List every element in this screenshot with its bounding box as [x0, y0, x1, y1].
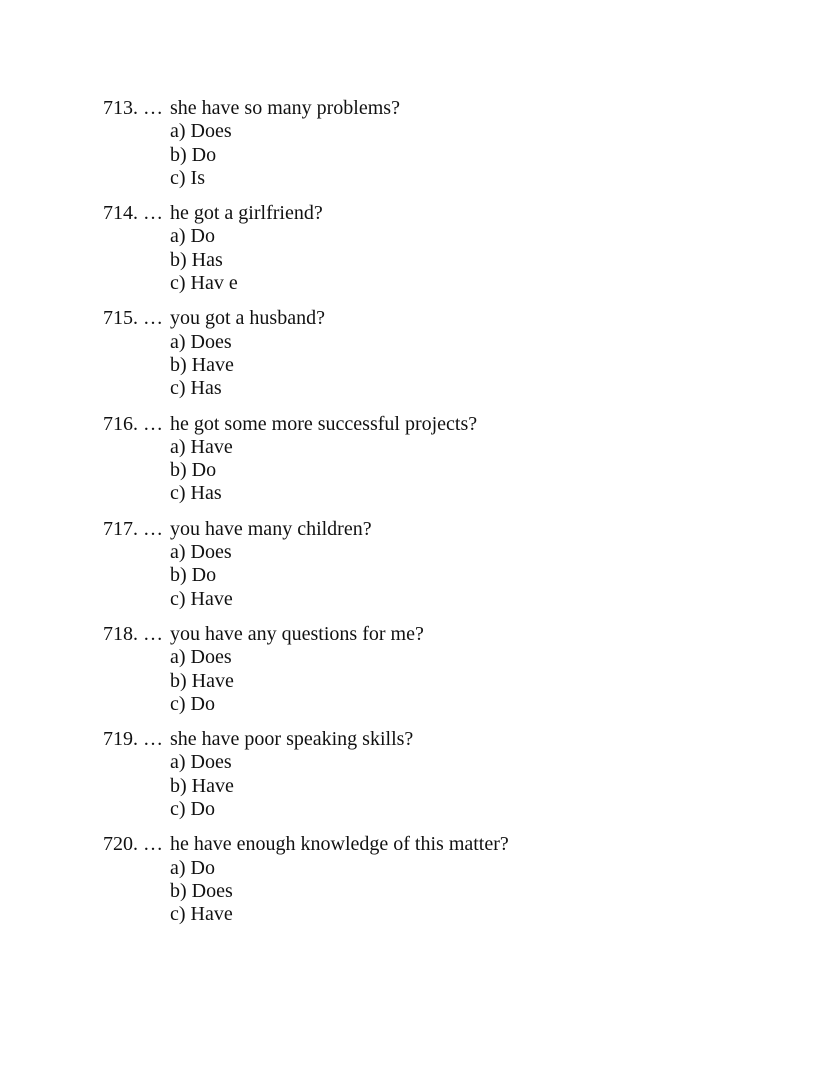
answer-option-b: b) Have — [170, 774, 234, 797]
question-number: 713. … — [103, 97, 163, 119]
answer-option-c: c) Has — [170, 377, 222, 400]
answer-option-a: a) Does — [170, 541, 232, 564]
question-line — [103, 623, 803, 646]
answer-option-b: b) Has — [170, 248, 223, 271]
answer-option-c: c) Has — [170, 482, 222, 505]
question-717 — [103, 518, 803, 611]
question-line — [103, 97, 803, 120]
exercise-page — [103, 97, 803, 939]
question-stem: you have many children? — [170, 517, 372, 540]
question-716 — [103, 413, 803, 506]
answer-option-b: b) Do — [170, 143, 217, 166]
answer-option-c: c) Do — [170, 692, 215, 715]
question-number: 718. … — [103, 622, 163, 645]
question-stem: you have any questions for me? — [170, 622, 424, 645]
answer-option-b: b) Have — [170, 669, 234, 692]
question-stem: he have enough knowledge of this matter? — [170, 833, 509, 856]
question-number: 715. … — [103, 307, 163, 330]
question-number: 719. … — [103, 728, 163, 751]
answer-option-c: c) Have — [170, 587, 233, 610]
answer-option-a: a) Do — [170, 856, 215, 879]
question-line — [103, 307, 803, 330]
question-719 — [103, 728, 803, 821]
question-number: 720. … — [103, 833, 163, 856]
answer-option-b: b) Do — [170, 459, 217, 482]
question-713 — [103, 97, 803, 190]
question-line — [103, 833, 803, 856]
question-number: 716. … — [103, 412, 163, 435]
question-720 — [103, 833, 803, 926]
question-stem: she have so many problems? — [170, 97, 400, 119]
answer-option-a: a) Does — [170, 751, 232, 774]
question-line — [103, 728, 803, 751]
question-stem: she have poor speaking skills? — [170, 728, 414, 751]
answer-option-c: c) Have — [170, 903, 233, 926]
question-715 — [103, 307, 803, 400]
question-stem: you got a husband? — [170, 307, 325, 330]
answer-option-c: c) Do — [170, 798, 215, 821]
answer-option-c: c) Hav e — [170, 272, 238, 295]
answer-option-b: b) Do — [170, 564, 217, 587]
answer-option-a: a) Does — [170, 646, 232, 669]
answer-option-c: c) Is — [170, 166, 205, 189]
answer-option-a: a) Does — [170, 330, 232, 353]
question-number: 714. … — [103, 202, 163, 225]
question-line — [103, 413, 803, 436]
question-718 — [103, 623, 803, 716]
question-714 — [103, 202, 803, 295]
question-stem: he got a girlfriend? — [170, 202, 323, 225]
question-number: 717. … — [103, 517, 163, 540]
question-stem: he got some more successful projects? — [170, 412, 478, 435]
answer-option-a: a) Does — [170, 120, 232, 143]
answer-option-a: a) Do — [170, 225, 215, 248]
answer-option-a: a) Have — [170, 435, 233, 458]
answer-option-b: b) Have — [170, 353, 234, 376]
question-line — [103, 202, 803, 225]
answer-option-b: b) Does — [170, 879, 233, 902]
question-line — [103, 518, 803, 541]
